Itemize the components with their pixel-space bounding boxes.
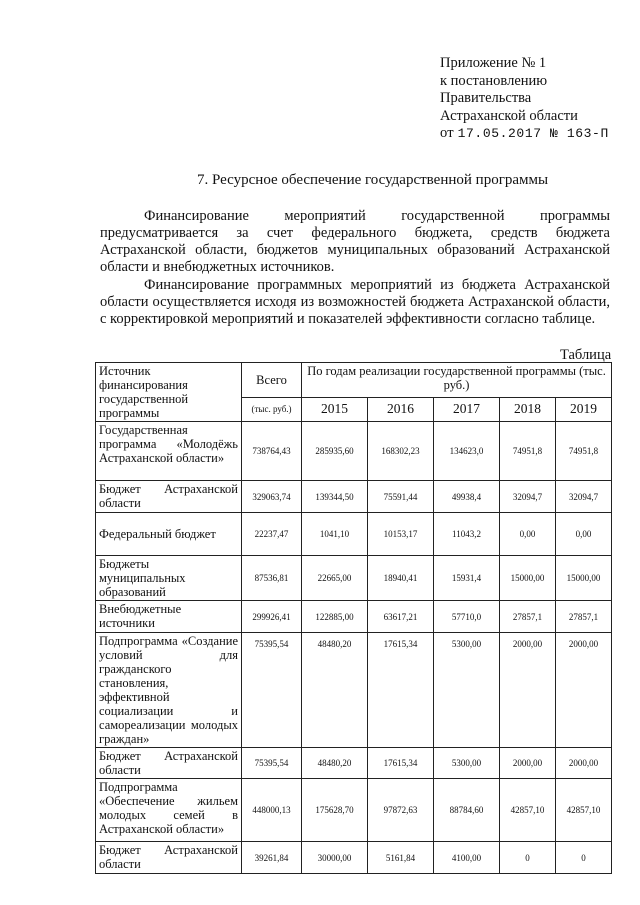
row-value: 15000,00 (500, 556, 556, 601)
row-value: 88784,60 (434, 779, 500, 842)
appendix-line-4: Астраханской области (440, 107, 578, 124)
row-value: 0,00 (556, 513, 612, 556)
order-date-number: 17.05.2017 № 163-П (457, 126, 609, 141)
row-value: 2000,00 (500, 748, 556, 779)
row-value: 4100,00 (434, 842, 500, 874)
row-value: 30000,00 (302, 842, 368, 874)
row-source: Бюджет Астраханской области (96, 842, 242, 874)
row-value: 15931,4 (434, 556, 500, 601)
row-source: Государственная программа «Молодёжь Астраханской области» (96, 422, 242, 481)
row-value: 17615,34 (368, 748, 434, 779)
table-row (96, 779, 612, 842)
appendix-block (440, 55, 609, 143)
row-value: 42857,10 (556, 779, 612, 842)
row-value: 2000,00 (556, 748, 612, 779)
table-row (96, 601, 612, 633)
row-total: 87536,81 (242, 556, 302, 601)
row-value: 168302,23 (368, 422, 434, 481)
row-value: 5161,84 (368, 842, 434, 874)
table-row (96, 633, 612, 748)
row-value: 97872,63 (368, 779, 434, 842)
row-value: 5300,00 (434, 633, 500, 748)
row-source: Бюджет Астраханской области (96, 748, 242, 779)
row-value: 48480,20 (302, 633, 368, 748)
row-source: Федеральный бюджет (96, 513, 242, 556)
row-value: 285935,60 (302, 422, 368, 481)
row-value: 11043,2 (434, 513, 500, 556)
table-row (96, 748, 612, 779)
table-caption: Таблица (560, 347, 612, 363)
row-source: Подпрограмма «Обеспечение жильем молодых семей в Астраханской области» (96, 779, 242, 842)
row-value: 5300,00 (434, 748, 500, 779)
table-row (96, 481, 612, 513)
header-year: 2017 (434, 397, 500, 421)
row-value: 2000,00 (556, 633, 612, 748)
resource-table (95, 362, 612, 874)
row-value: 57710,0 (434, 601, 500, 633)
header-years-group: По годам реализации государственной программы (тыс. руб.) (302, 363, 612, 398)
paragraph-1-text: Финансирование мероприятий государственной программы предусматривается за счет федерального бюджета, средств бюджета Астраханской области, бюджетов муниципальных образований Астраханской области и внебюджетных источников. (100, 208, 610, 275)
row-value: 17615,34 (368, 633, 434, 748)
row-value: 27857,1 (500, 601, 556, 633)
row-value: 0 (556, 842, 612, 874)
paragraph-2 (100, 277, 610, 328)
row-source: Подпрограмма «Создание условий для гражданского становления, эффективной социализации и самореализации молодых граждан» (96, 633, 242, 748)
paragraph-2-text: Финансирование программных мероприятий из бюджета Астраханской области осуществляется исходя из возможностей бюджета Астраханской области, с корректировкой мероприятий и показателей эффективности согласно таблице. (100, 277, 610, 327)
row-value: 139344,50 (302, 481, 368, 513)
table-row (96, 513, 612, 556)
row-value: 74951,8 (556, 422, 612, 481)
row-value: 2000,00 (500, 633, 556, 748)
appendix-line-2: к постановлению (440, 72, 548, 89)
row-value: 134623,0 (434, 422, 500, 481)
row-value: 63617,21 (368, 601, 434, 633)
table-row (96, 422, 612, 481)
row-value: 32094,7 (556, 481, 612, 513)
order-prefix: от (440, 125, 454, 141)
row-total: 329063,74 (242, 481, 302, 513)
row-total: 75395,54 (242, 748, 302, 779)
row-value: 74951,8 (500, 422, 556, 481)
header-year: 2019 (556, 397, 612, 421)
row-value: 49938,4 (434, 481, 500, 513)
row-value: 1041,10 (302, 513, 368, 556)
section-title: 7. Ресурсное обеспечение государственной программы (197, 172, 549, 188)
row-source: Бюджеты муниципальных образований (96, 556, 242, 601)
row-total: 39261,84 (242, 842, 302, 874)
row-value: 122885,00 (302, 601, 368, 633)
row-value: 15000,00 (556, 556, 612, 601)
row-value: 10153,17 (368, 513, 434, 556)
row-value: 175628,70 (302, 779, 368, 842)
table-row (96, 842, 612, 874)
row-value: 18940,41 (368, 556, 434, 601)
row-value: 22665,00 (302, 556, 368, 601)
row-value: 27857,1 (556, 601, 612, 633)
row-value: 0 (500, 842, 556, 874)
row-source: Внебюджетные источники (96, 601, 242, 633)
row-total: 299926,41 (242, 601, 302, 633)
row-source: Бюджет Астраханской области (96, 481, 242, 513)
header-total-unit: (тыс. руб.) (242, 397, 302, 421)
row-total: 75395,54 (242, 633, 302, 748)
header-year: 2018 (500, 397, 556, 421)
order-line (440, 125, 609, 143)
row-value: 48480,20 (302, 748, 368, 779)
row-total: 738764,43 (242, 422, 302, 481)
row-value: 75591,44 (368, 481, 434, 513)
paragraph-1 (100, 208, 610, 276)
row-value: 42857,10 (500, 779, 556, 842)
header-total: Всего (242, 363, 302, 398)
header-source: Источник финансирования государственной программы (96, 363, 242, 422)
appendix-line-3: Правительства (440, 90, 532, 106)
appendix-line-1: Приложение № 1 (440, 55, 547, 71)
row-value: 0,00 (500, 513, 556, 556)
row-value: 32094,7 (500, 481, 556, 513)
row-total: 448000,13 (242, 779, 302, 842)
row-total: 22237,47 (242, 513, 302, 556)
header-year: 2015 (302, 397, 368, 421)
header-year: 2016 (368, 397, 434, 421)
table-row (96, 556, 612, 601)
